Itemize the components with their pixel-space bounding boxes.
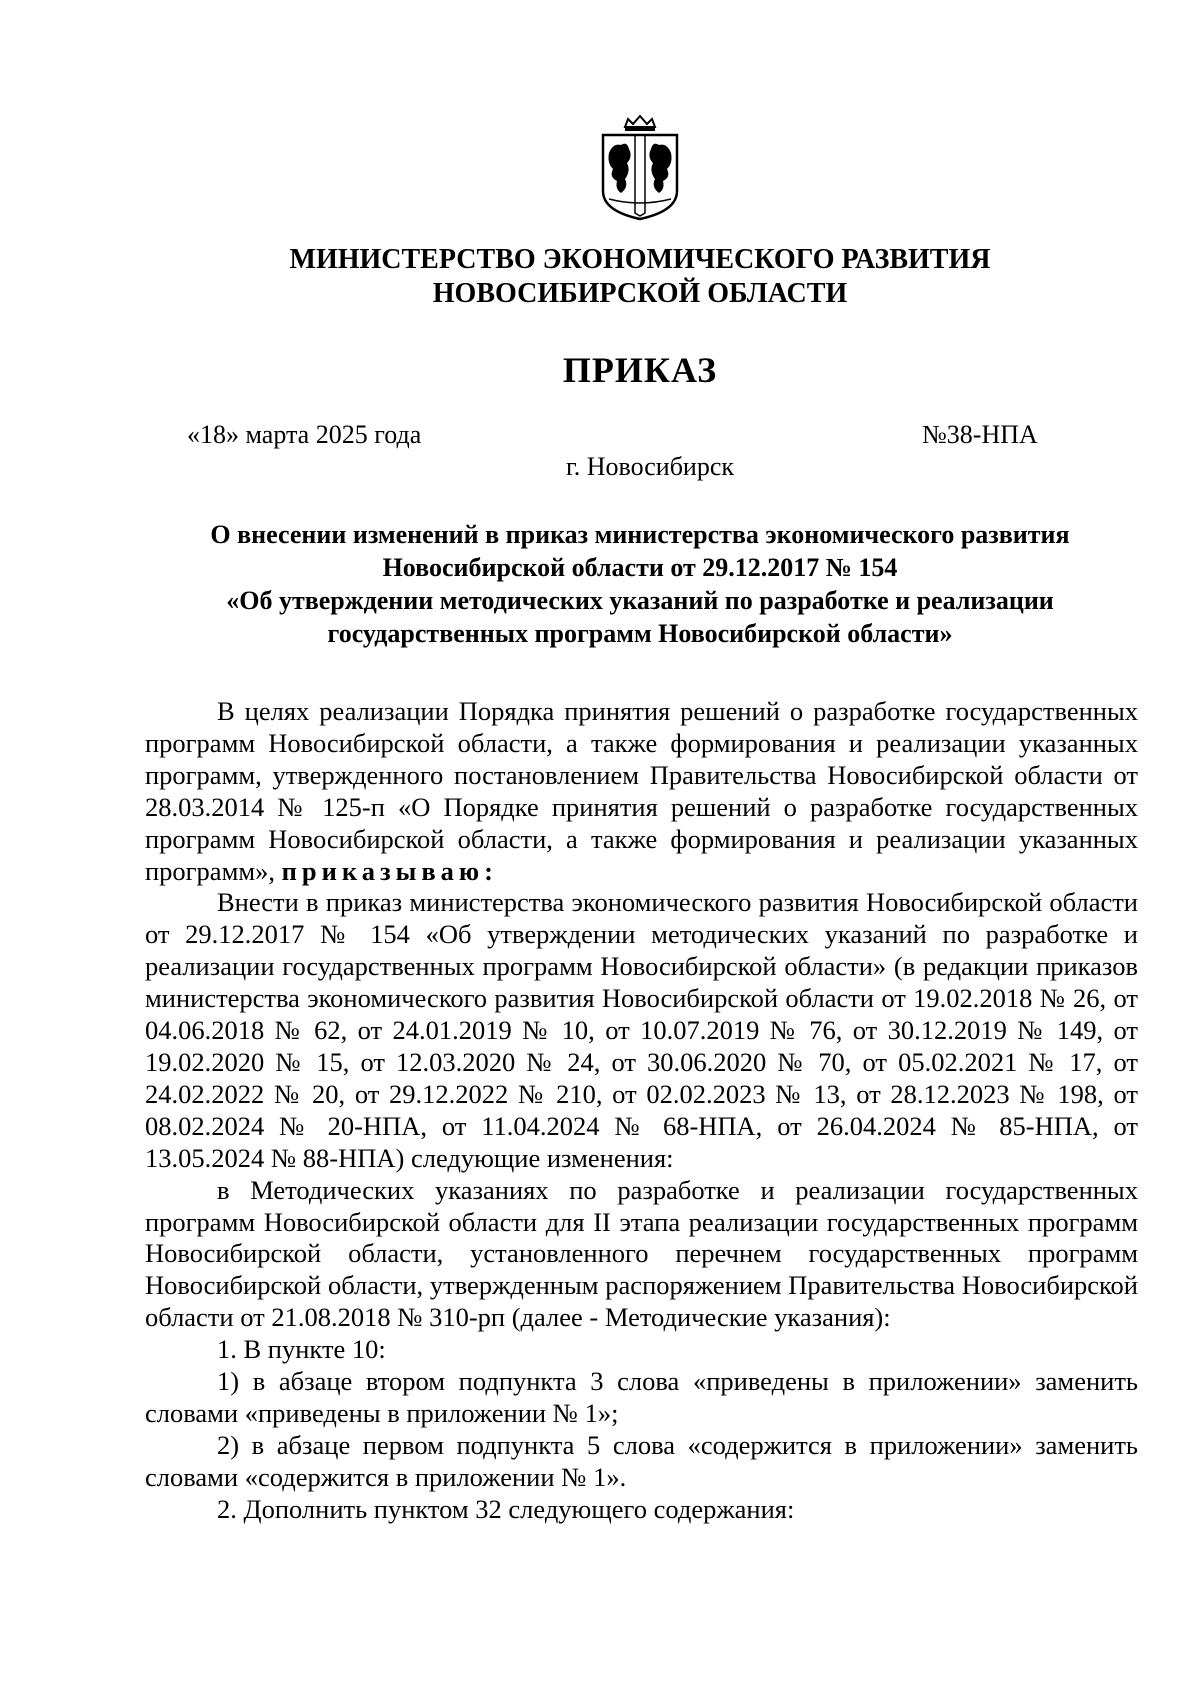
paragraph-amendment: Внести в приказ министерства экономического развития Новосибирской области от 29.12.2017 № 154 «Об утверждении методических указаний по разработке и реализации государственных программ Новосибирской области» (в редакции приказов министерства экономического развития Новосибирской области от 19.02.2018 № 26, от 04.06.2018 № 62, от 24.01.2019 № 10, от 10.07.2019 № 76, от 30.12.2019 № 149, от 19.02.2020 № 15, от 12.03.2020 № 24, от 30.06.2020 № 70, от 05.02.2021 № 17, от 24.02.2022 № 20, от 29.12.2022 № 210, от 02.02.2023 № 13, от 28.12.2023 № 198, от 08.02.2024 № 20-НПА, от 11.04.2024 № 68-НПА, от 26.04.2024 № 85-НПА, от 13.05.2024 № 88-НПА) следующие изменения:: [145, 887, 1138, 1173]
paragraph-preamble: [145, 696, 1138, 887]
ministry-name-line2: НОВОСИБИРСКОЙ ОБЛАСТИ: [432, 278, 848, 309]
document-body: [145, 696, 1138, 1526]
document-city: г. Новосибирск: [565, 452, 735, 481]
paragraph-subitem-2: 2) в абзаце первом подпункта 5 слова «содержится в приложении» заменить словами «содержится в приложении № 1».: [145, 1429, 1138, 1492]
paragraph-guidelines: в Методических указаниях по разработке и реализации государственных программ Новосибирской области для II этапа реализации государственных программ Новосибирской области, установленного перечнем государственных программ Новосибирской области, утвержденным распоряжением Правительства Новосибирской области от 21.08.2018 № 310-рп (далее - Методические указания):: [145, 1174, 1138, 1333]
paragraph-item-1: 1. В пункте 10:: [217, 1334, 386, 1365]
document-number: №38-НПА: [922, 420, 1038, 449]
ministry-name: [140, 243, 1140, 311]
order-keyword: приказываю:: [281, 855, 498, 886]
document-date: «18» марта 2025 года: [187, 420, 422, 449]
document-type: ПРИКАЗ: [562, 350, 718, 390]
title-line4: государственных программ Новосибирской области»: [327, 619, 953, 648]
preamble-text: В целях реализации Порядка принятия решений о разработке государственных программ Новосибирской области, а также формирования и реализации указанных программ, утвержденного постановлением Правительства Новосибирской области от 28.03.2014 № 125-п «О Порядке принятия решений о разработке государственных программ Новосибирской области, а также формирования и реализации указанных программ»,: [145, 696, 1138, 886]
title-line2: Новосибирской области от 29.12.2017 № 154: [382, 553, 898, 582]
title-line1: О внесении изменений в приказ министерства экономического развития: [210, 520, 1070, 549]
coat-of-arms-icon: [595, 113, 685, 223]
ministry-name-line1: МИНИСТЕРСТВО ЭКОНОМИЧЕСКОГО РАЗВИТИЯ: [289, 244, 991, 275]
title-line3: «Об утверждении методических указаний по разработке и реализации: [226, 586, 1054, 615]
paragraph-subitem-1: 1) в абзаце втором подпункта 3 слова «приведены в приложении» заменить словами «приведены в приложении № 1»;: [145, 1366, 1138, 1428]
paragraph-item-2: 2. Дополнить пунктом 32 следующего содержания:: [217, 1493, 795, 1524]
document-title: [140, 518, 1140, 650]
